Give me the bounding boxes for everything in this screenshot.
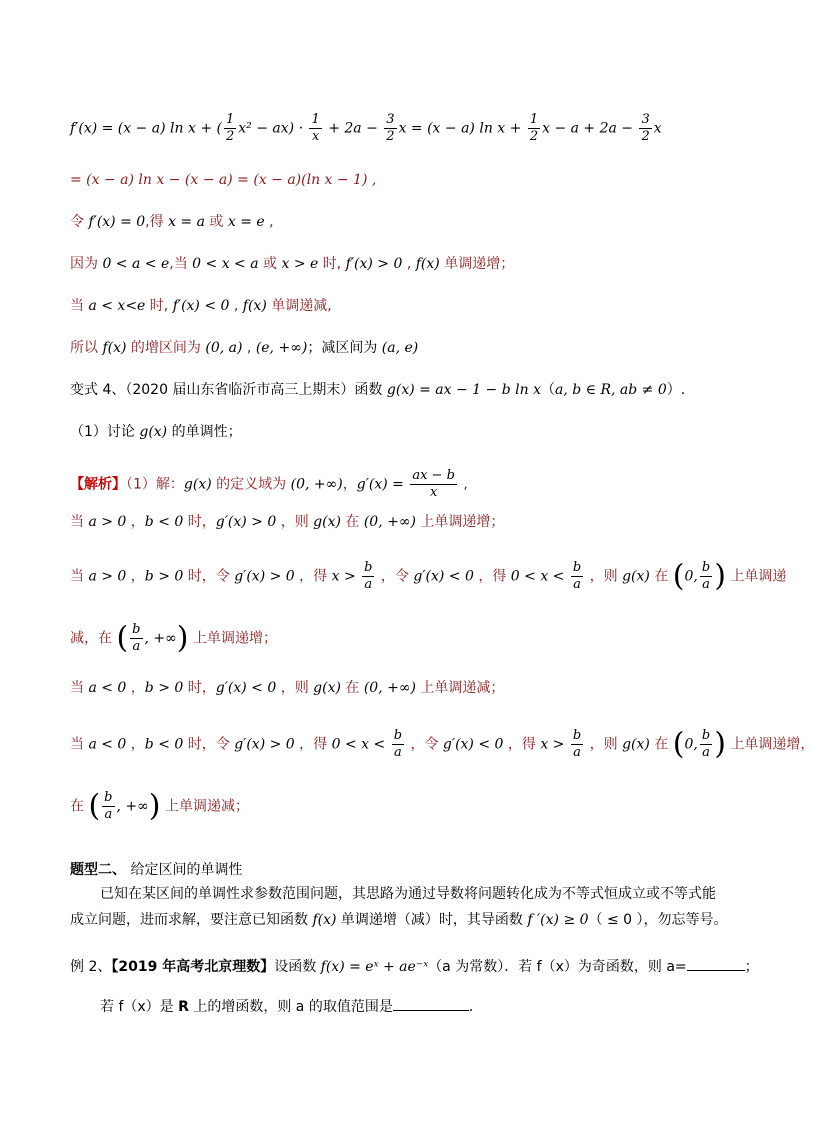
text: 上单调递增；: [415, 514, 505, 530]
math: g′(x) > 0: [234, 568, 295, 585]
text: .: [468, 999, 474, 1015]
solution-domain-line: [70, 468, 468, 501]
text: 若 f（x）是: [100, 999, 179, 1015]
text: 上单调递: [725, 568, 787, 585]
case-a-neg-b-neg: 当 a < 0 ，b < 0 时，令 g′(x) > 0 ，得 0 < x < $\frac{b}{a}$ ，令 g′(x) < 0 ，得 x > $\frac{b}{a}$ ，则 g(x) 在 (0, $\frac{b}{a}$ ) 上单调递增，: [70, 726, 814, 762]
text: 单调递减,: [266, 298, 332, 314]
text: ，: [126, 568, 145, 585]
math: 0 < x <: [331, 736, 390, 753]
analysis-label: 【解析】: [70, 476, 126, 493]
text: 已知在某区间的单调性求参数范围问题，其思路为通过导数将问题转化成为不等式恒成立或不等式能: [100, 886, 716, 902]
fraction-b-over-a: $\frac{b}{a}$: [104, 790, 113, 822]
math: f(x): [102, 340, 127, 356]
text: 单调递增；: [439, 256, 515, 272]
text: ）.: [666, 382, 686, 398]
increasing-case-line: [70, 254, 514, 274]
fraction-b-over-a: $\frac{b}{a}$: [701, 728, 711, 760]
fraction-half: $\frac{1}{2}$: [529, 112, 539, 144]
variant-4-problem: [70, 380, 685, 400]
math: a < 0: [88, 736, 127, 753]
decreasing-case-line: [70, 296, 332, 316]
explanation-line-2: [70, 910, 728, 930]
text: ,: [402, 256, 416, 272]
text: 或: [204, 214, 228, 230]
math: g(x): [313, 680, 341, 696]
source-label: 【2019 年高考北京理数】: [111, 959, 275, 975]
math: x > e: [281, 256, 319, 272]
fraction-half: $\frac{1}{2}$: [226, 112, 235, 144]
math: g(x): [622, 568, 650, 585]
math: g(x): [183, 476, 212, 493]
text: 在: [340, 514, 364, 530]
text: 所以: [70, 340, 103, 356]
case-a-neg-b-neg-cont: 在 ( $\frac{b}{a}$ , +∞) 上单调递减；: [70, 788, 249, 824]
text: 减，在: [70, 630, 117, 647]
text: ，: [126, 680, 145, 696]
text: 在: [340, 680, 364, 696]
text: 上单调递增；: [188, 630, 277, 647]
math: a > 0: [88, 568, 127, 585]
text: 时，令: [183, 736, 235, 753]
text: 单调递增（减）时，其导函数: [336, 912, 528, 928]
math: g(x): [313, 514, 341, 530]
math: g(x) = ax − 1 − b ln x: [386, 382, 541, 398]
math: g(x): [622, 736, 650, 753]
text: ,: [264, 214, 274, 230]
text: 在: [649, 568, 673, 585]
math: (0, +∞): [363, 680, 416, 696]
text: 在: [70, 798, 89, 815]
text: ，: [342, 476, 357, 493]
fraction-b-over-a: $\frac{b}{a}$: [572, 728, 582, 760]
text: 当: [70, 736, 89, 753]
text: （: [540, 382, 555, 398]
fraction-one-over-x: $\frac{1}{x}$: [311, 112, 320, 144]
math: b < 0: [144, 736, 184, 753]
text: 变式 4、（2020 届山东省临沂市高三上期末）函数: [70, 382, 387, 398]
text: 时,: [145, 298, 173, 314]
critical-points-line: [70, 212, 274, 232]
text: 时，令: [183, 568, 235, 585]
text: ,: [242, 340, 256, 356]
math: g′(x) < 0: [413, 568, 474, 585]
math: x >: [540, 736, 569, 753]
text: ，: [126, 514, 145, 530]
text: 当: [70, 568, 89, 585]
fraction-three-halves: $\frac{3}{2}$: [386, 112, 395, 144]
math: g′(x) > 0: [215, 514, 277, 530]
case-a-pos-b-pos-cont: 减，在 ( $\frac{b}{a}$ , +∞) 上单调递增；: [70, 620, 277, 656]
math: 0,: [684, 736, 698, 753]
expr-part: f′(x) = (x − a) ln x + (: [70, 120, 222, 137]
heading-text: 给定区间的单调性: [126, 862, 243, 878]
text: ，则: [276, 514, 314, 530]
math: 0 < a < e: [102, 256, 170, 272]
expr-part: x = (x − a) ln x +: [398, 120, 526, 137]
text: 上单调递增，: [725, 736, 814, 753]
math: a < x<e: [88, 298, 146, 314]
text: 时，: [183, 680, 216, 696]
math: 0,: [684, 568, 698, 585]
math: b > 0: [144, 568, 184, 585]
fraction-derivative: $\frac{ax - b}{x}$: [412, 468, 455, 500]
text: ，得: [473, 568, 511, 585]
expr-part: x: [653, 120, 662, 137]
text: 当: [70, 680, 89, 696]
math: 0 < x <: [510, 568, 569, 585]
math: f′(x) = 0: [88, 214, 146, 230]
fraction-b-over-a: $\frac{b}{a}$: [364, 560, 373, 592]
text: 时,: [318, 256, 346, 272]
text: ，得: [294, 568, 332, 585]
math: (a, e): [381, 340, 419, 356]
fraction-b-over-a: $\frac{b}{a}$: [132, 622, 141, 654]
fraction-three-halves: $\frac{3}{2}$: [641, 112, 650, 144]
text: 成立问题，进而求解，要注意已知函数: [70, 912, 313, 928]
text: ，令: [376, 568, 414, 585]
text: 上的增函数，则 a 的取值范围是: [188, 999, 393, 1015]
example-2-part-2: [100, 996, 473, 1017]
text: （1）讨论: [70, 424, 140, 440]
text: 因为: [70, 256, 103, 272]
math: a < 0: [88, 680, 127, 696]
math: g′(x) > 0: [234, 736, 295, 753]
math: (0, +∞): [363, 514, 416, 530]
math: f ′(x) ≥ 0: [527, 912, 589, 928]
math: x >: [331, 568, 361, 585]
math: x = e: [227, 214, 265, 230]
simplified-derivative-line: [70, 170, 376, 190]
answer-blank-2[interactable]: [393, 996, 469, 1011]
math: f(x): [242, 298, 267, 314]
text: ，则: [585, 736, 623, 753]
explanation-line-1: [100, 884, 716, 904]
answer-blank-1[interactable]: [687, 956, 745, 971]
text: 当: [70, 298, 89, 314]
math: g′(x) < 0: [215, 680, 277, 696]
fraction-b-over-a: $\frac{b}{a}$: [701, 560, 711, 592]
text: ，令: [406, 736, 443, 753]
text: ；: [744, 959, 759, 975]
text: ；减区间为: [307, 340, 382, 356]
math: x = a: [168, 214, 205, 230]
case-a-neg-b-pos: [70, 678, 504, 698]
text: 当: [70, 514, 89, 530]
text: 的增区间为: [126, 340, 206, 356]
text: 在: [649, 736, 673, 753]
text: 的定义域为: [211, 476, 291, 493]
example-2-problem: [70, 956, 759, 977]
math: f(x): [415, 256, 440, 272]
text: ，得: [503, 736, 541, 753]
math: f′(x) < 0: [172, 298, 230, 314]
text: （a 为常数）．若 f（x）为奇函数，则 a=: [428, 959, 687, 975]
math: , +∞: [144, 630, 177, 647]
text: 时，: [183, 514, 216, 530]
text: ，则: [585, 568, 623, 585]
fraction-b-over-a: $\frac{b}{a}$: [572, 560, 582, 592]
math: a > 0: [88, 514, 127, 530]
math: g(x): [139, 424, 168, 440]
text: ，: [126, 736, 145, 753]
expr-part: x² − ax) ·: [238, 120, 308, 137]
text: （ ≤ 0 ），勿忘等号。: [588, 912, 728, 928]
text: 或: [258, 256, 282, 272]
math: b > 0: [144, 680, 184, 696]
text: 令: [70, 214, 89, 230]
intervals-conclusion-line: [70, 338, 418, 358]
math: (0, +∞): [290, 476, 343, 493]
expr-part: = (x − a) ln x − (x − a) = (x − a)(ln x − 1) ,: [70, 172, 377, 188]
text: 的单调性；: [167, 424, 242, 440]
math: (e, +∞): [255, 340, 308, 356]
math: (0, a): [205, 340, 243, 356]
text: （1）解：: [126, 476, 184, 493]
heading-label: 题型二、: [70, 862, 126, 878]
fraction-b-over-a: $\frac{b}{a}$: [393, 728, 403, 760]
math: f′(x) > 0: [345, 256, 403, 272]
case-a-pos-b-neg: [70, 512, 504, 532]
text: 上单调递减；: [160, 798, 249, 815]
text: ，得: [294, 736, 332, 753]
expr-part: x − a + 2a −: [542, 120, 638, 137]
text: ，则: [276, 680, 314, 696]
text: 上单调递减；: [415, 680, 505, 696]
math: f(x) = eˣ + ae⁻ˣ: [320, 959, 429, 975]
math: , +∞: [116, 798, 149, 815]
question-1: [70, 422, 242, 442]
text: ,: [229, 298, 243, 314]
math: b < 0: [144, 514, 184, 530]
case-a-pos-b-pos: 当 a > 0 ，b > 0 时，令 g′(x) > 0 ，得 x > $\frac{b}{a}$ ，令 g′(x) < 0 ，得 0 < x < $\frac{b}{a}$ ，则 g(x) 在 (0, $\frac{b}{a}$ ) 上单调递: [70, 558, 787, 594]
derivative-expansion-line: [70, 112, 662, 145]
math: g′(x) =: [356, 476, 409, 493]
text: ,当: [169, 256, 193, 272]
section-heading: [70, 860, 242, 880]
text: ,得: [145, 214, 169, 230]
math: a, b ∈ R, ab ≠ 0: [554, 382, 667, 398]
math: 0 < x < a: [192, 256, 259, 272]
text: ,: [458, 476, 468, 493]
text: 例 2、: [70, 959, 112, 975]
math: R: [178, 999, 189, 1015]
math: f(x): [312, 912, 337, 928]
text: 设函数: [274, 959, 321, 975]
expr-part: + 2a −: [323, 120, 383, 137]
math: g′(x) < 0: [442, 736, 504, 753]
